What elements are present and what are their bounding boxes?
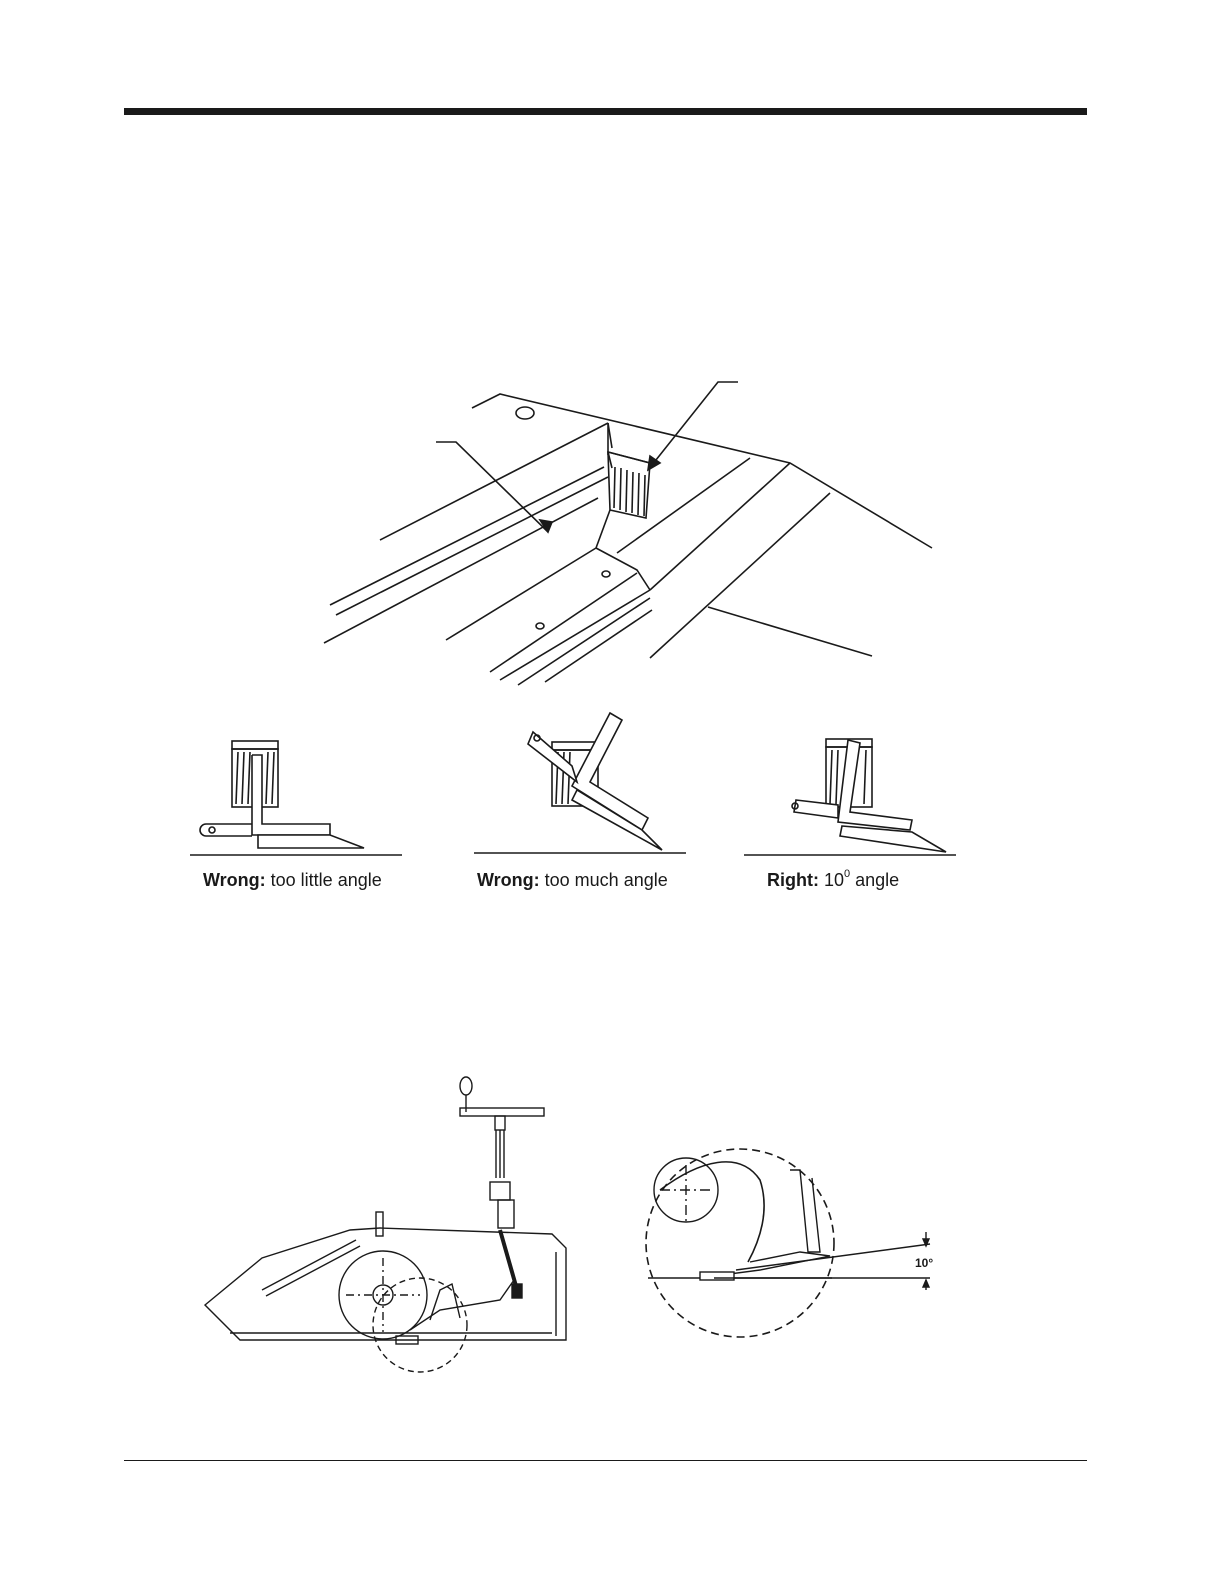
detail-angle-label: 10° bbox=[915, 1256, 934, 1270]
caption-right-angle: Right: $10^0$ angle bbox=[767, 868, 900, 890]
caption-too-little-angle: Wrong: too little angle bbox=[203, 870, 382, 890]
caption-too-much-angle: Wrong: too much angle bbox=[477, 870, 668, 890]
footer-rule bbox=[124, 1460, 1087, 1461]
